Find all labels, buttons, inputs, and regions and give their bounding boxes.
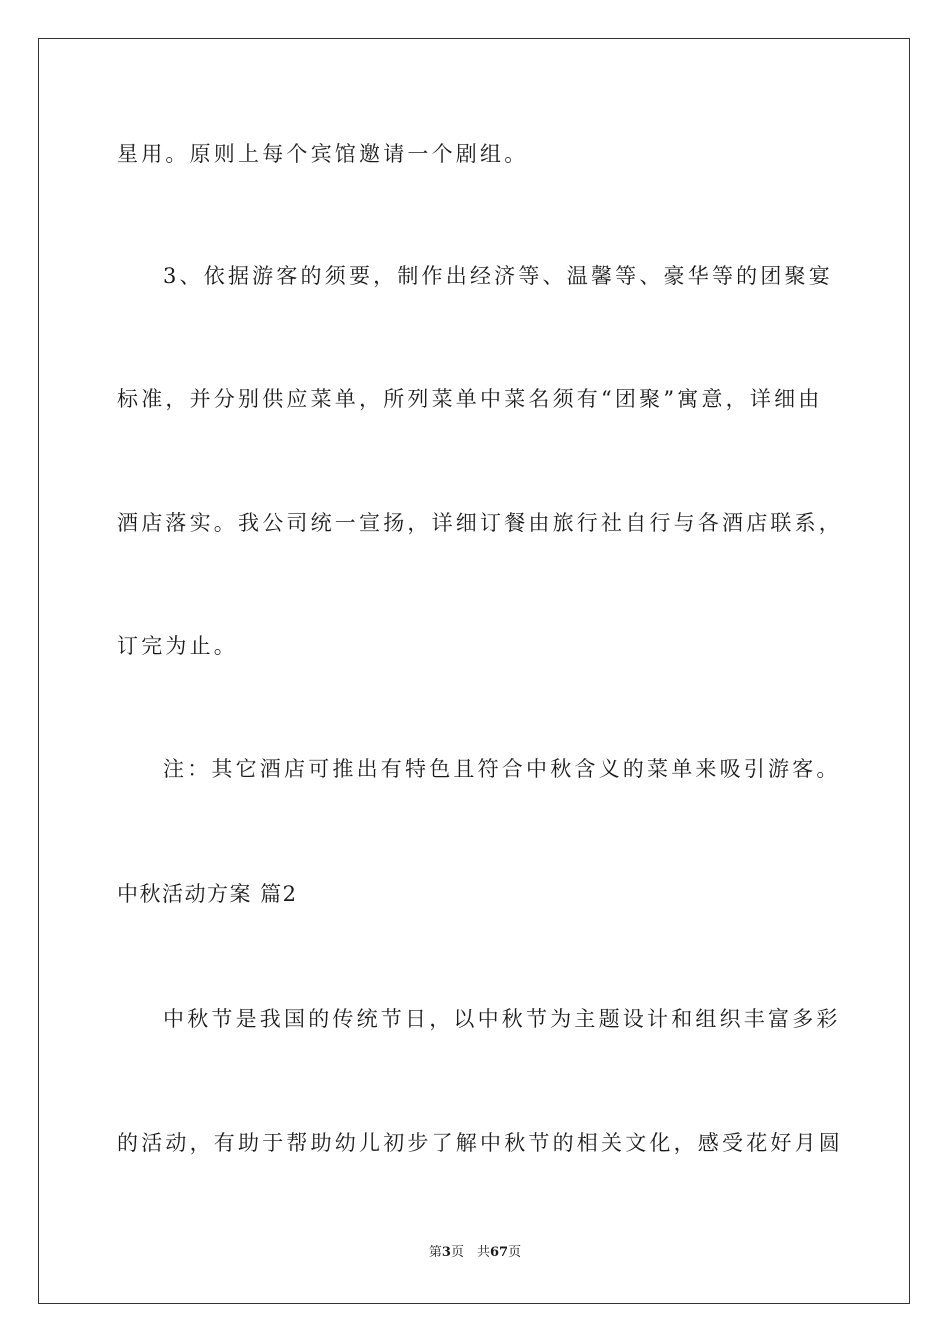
page-border: [38, 38, 910, 1304]
paragraph-line-3: 标准，并分别供应菜单，所列菜单中菜名须有“团聚”寓意，详细由: [117, 387, 823, 411]
footer-current-page: 3: [441, 1245, 451, 1260]
paragraph-line-4: 酒店落实。我公司统一宣扬，详细订餐由旅行社自行与各酒店联系，: [117, 511, 843, 535]
section-line-2: 的活动，有助于帮助幼儿初步了解中秋节的相关文化，感受花好月圆: [117, 1131, 843, 1155]
footer-prefix: 第: [428, 1245, 442, 1260]
section-heading: 中秋活动方案 篇2: [117, 882, 298, 906]
note-line: 注：其它酒店可推出有特色且符合中秋含义的菜单来吸引游客。: [163, 757, 841, 781]
paragraph-line-1: 星用。原则上每个宾馆邀请一个剧组。: [117, 142, 529, 166]
footer-mid: 页 共: [450, 1245, 490, 1260]
section-line-1: 中秋节是我国的传统节日，以中秋节为主题设计和组织丰富多彩: [163, 1007, 841, 1031]
page-footer: [0, 1244, 950, 1262]
footer-suffix: 页: [508, 1245, 522, 1260]
footer-total-pages: 67: [489, 1245, 509, 1260]
paragraph-line-2: 3、依据游客的须要，制作出经济等、温馨等、豪华等的团聚宴: [163, 264, 833, 288]
paragraph-line-5: 订完为止。: [117, 634, 238, 658]
